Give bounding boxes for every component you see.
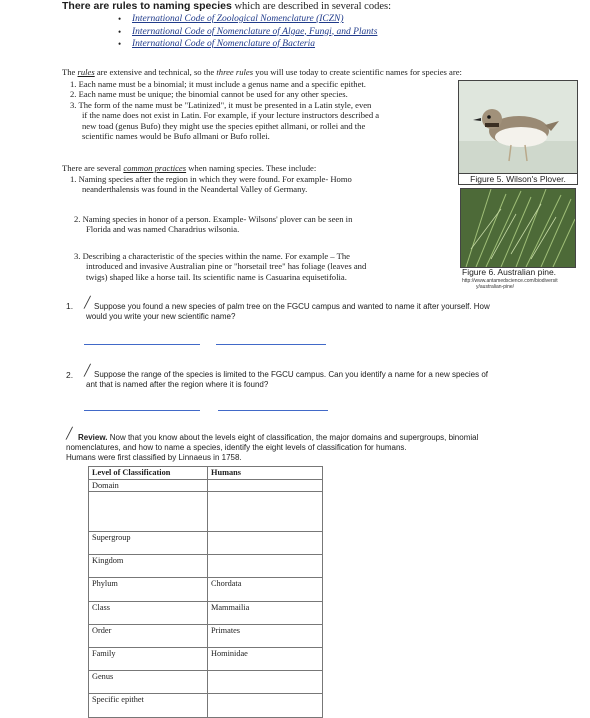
answer-2-blank-epithet[interactable] bbox=[218, 410, 328, 411]
humans-cell[interactable]: Primates bbox=[208, 624, 323, 647]
table-row bbox=[89, 624, 323, 647]
codes-list bbox=[118, 13, 377, 51]
column-header-level: Level of Classification bbox=[89, 467, 208, 480]
question-2 bbox=[86, 370, 584, 390]
practice-2-block bbox=[74, 214, 454, 235]
practice-3: 3. Describing a characteristic of the species within the name. For example – The bbox=[74, 251, 350, 261]
code-link-plants[interactable]: International Code of Nomenclature of Algae, Fungi, and Plants bbox=[132, 26, 378, 37]
rules-list bbox=[70, 79, 450, 141]
wilsons-plover-photo bbox=[458, 80, 578, 174]
review-paragraph bbox=[66, 433, 583, 463]
level-cell bbox=[89, 492, 208, 532]
answer-2-blank-genus[interactable] bbox=[84, 410, 200, 411]
review-line-1 bbox=[78, 433, 583, 443]
practices-intro bbox=[62, 163, 452, 173]
three-rules-text: three rules bbox=[216, 67, 254, 77]
text: when naming species. These include: bbox=[186, 163, 317, 173]
level-cell: Class bbox=[89, 601, 208, 624]
humans-cell[interactable] bbox=[208, 694, 323, 717]
question-2-number: 2. bbox=[66, 370, 74, 380]
pencil-icon: ╱ bbox=[84, 297, 91, 309]
figure-5-caption: Figure 5. Wilson's Plover. bbox=[458, 173, 578, 185]
code-link-bacteria[interactable]: International Code of Nomenclature of Bacteria bbox=[132, 39, 316, 49]
bullet-icon: • bbox=[118, 26, 122, 37]
rule-3-cont: scientific names would be Bufo allmani or Bufo rollei. bbox=[82, 131, 270, 142]
question-1-number: 1. bbox=[66, 301, 74, 311]
answer-1-blank-epithet[interactable] bbox=[216, 344, 326, 345]
level-cell: Genus bbox=[89, 671, 208, 694]
pencil-icon: ╱ bbox=[84, 365, 91, 377]
level-cell: Kingdom bbox=[89, 555, 208, 578]
review-line-3: Humans were first classified by Linnaeus in 1758. bbox=[66, 453, 242, 462]
section-heading bbox=[62, 0, 391, 12]
text: Now that you know about the levels eight of classification, the major domains and supergroups, binomial bbox=[107, 433, 479, 442]
rule-3: 3. The form of the name must be "Latinized", it must be presented in a Latin style, even bbox=[70, 99, 372, 110]
table-row bbox=[89, 601, 323, 624]
pine-image bbox=[461, 189, 575, 267]
rule-1: 1. Each name must be a binomial; it must include a genus name and a specific epithet. bbox=[70, 79, 366, 89]
review-label: Review. bbox=[78, 433, 108, 442]
practice-2-cont: Florida and was named Charadrius wilsonia. bbox=[86, 224, 240, 235]
figure-6-caption: Figure 6. Australian pine. bbox=[462, 267, 557, 277]
practice-3-cont: twigs) shaped like a horse tail. Its scientific name is Casuarina equisetifolia. bbox=[86, 271, 347, 282]
question-2-line-1: Suppose the range of the species is limited to the FGCU campus. Can you identify a name for a new species of bbox=[94, 370, 488, 379]
figure-6-url-2: y/australian-pine/ bbox=[476, 284, 515, 290]
rules-link[interactable]: rules bbox=[77, 67, 95, 77]
level-cell: Domain bbox=[89, 480, 208, 492]
figure-6-source bbox=[462, 278, 558, 290]
level-cell: Supergroup bbox=[89, 532, 208, 555]
list-item bbox=[118, 13, 377, 26]
question-1-line-2: would you write your new scientific name? bbox=[86, 312, 236, 321]
table-row bbox=[89, 647, 323, 670]
humans-cell[interactable] bbox=[208, 671, 323, 694]
code-link-iczn[interactable]: International Code of Zoological Nomenclature (ICZN) bbox=[132, 14, 344, 24]
text: The bbox=[62, 67, 78, 77]
level-cell: Order bbox=[89, 624, 208, 647]
table-row bbox=[89, 578, 323, 601]
table-row bbox=[89, 555, 323, 578]
plover-image bbox=[459, 81, 577, 173]
practice-3-cont: introduced and invasive Australian pine or "horsetail tree" has foliage (leaves and bbox=[86, 261, 367, 272]
list-item bbox=[118, 38, 377, 51]
text: you will use today to create scientific names for species are: bbox=[253, 67, 462, 77]
practice-1: 1. Naming species after the region in which they were found. For example- Homo bbox=[70, 174, 352, 184]
bullet-icon: • bbox=[118, 14, 122, 24]
heading-bold: There are rules to naming species bbox=[62, 0, 232, 12]
pencil-icon: ╱ bbox=[66, 428, 73, 440]
practice-1-cont: neanderthalensis was found in the Neandertal Valley of Germany. bbox=[82, 184, 308, 195]
humans-cell[interactable] bbox=[208, 480, 323, 492]
text: There are several bbox=[62, 163, 124, 173]
table-row bbox=[89, 492, 323, 532]
humans-cell[interactable] bbox=[208, 555, 323, 578]
level-cell: Family bbox=[89, 647, 208, 670]
humans-cell[interactable]: Chordata bbox=[208, 578, 323, 601]
common-practices-link[interactable]: common practices bbox=[123, 163, 187, 173]
question-1-line-1: Suppose you found a new species of palm tree on the FGCU campus and wanted to name it after yourself. How bbox=[94, 302, 490, 311]
classification-table bbox=[88, 466, 323, 718]
rules-intro bbox=[62, 67, 582, 77]
level-cell: Phylum bbox=[89, 578, 208, 601]
practice-2: 2. Naming species in honor of a person. Example- Wilsons' plover can be seen in bbox=[74, 214, 353, 224]
table-row bbox=[89, 694, 323, 717]
text: are extensive and technical, so the bbox=[94, 67, 217, 77]
answer-1-blank-genus[interactable] bbox=[84, 344, 200, 345]
review-line-2: nomenclatures, and how to name a species, identify the eight levels of classification for humans. bbox=[66, 443, 407, 452]
australian-pine-photo bbox=[460, 188, 576, 268]
practices-list bbox=[70, 174, 455, 195]
rule-3-cont: if the name does not exist in Latin. For example, if your lecture instructors described a bbox=[82, 110, 380, 121]
list-item bbox=[118, 26, 377, 39]
humans-cell[interactable]: Hominidae bbox=[208, 647, 323, 670]
table-row bbox=[89, 480, 323, 492]
figure-6-url-1: http://www.antamedscience.com/biodiversit bbox=[462, 278, 558, 284]
column-header-humans: Humans bbox=[208, 467, 323, 480]
rule-2: 2. Each name must be unique; the binomial cannot be used for any other species. bbox=[70, 89, 348, 100]
table-header-row bbox=[89, 467, 323, 480]
table-row bbox=[89, 532, 323, 555]
question-1 bbox=[86, 302, 584, 322]
rule-3-cont: new toad (genus Bufo) they might use the species epithet allmani, or rollei and the bbox=[82, 120, 366, 131]
bullet-icon: • bbox=[118, 39, 122, 49]
humans-cell[interactable] bbox=[208, 532, 323, 555]
humans-cell[interactable]: Mammailia bbox=[208, 601, 323, 624]
heading-rest: which are described in several codes: bbox=[231, 1, 392, 12]
question-2-line-2: ant that is named after the region where it is found? bbox=[86, 380, 269, 389]
humans-cell[interactable] bbox=[208, 492, 323, 532]
level-cell: Specific epithet bbox=[89, 694, 208, 717]
table-row bbox=[89, 671, 323, 694]
practice-3-block bbox=[74, 251, 459, 282]
